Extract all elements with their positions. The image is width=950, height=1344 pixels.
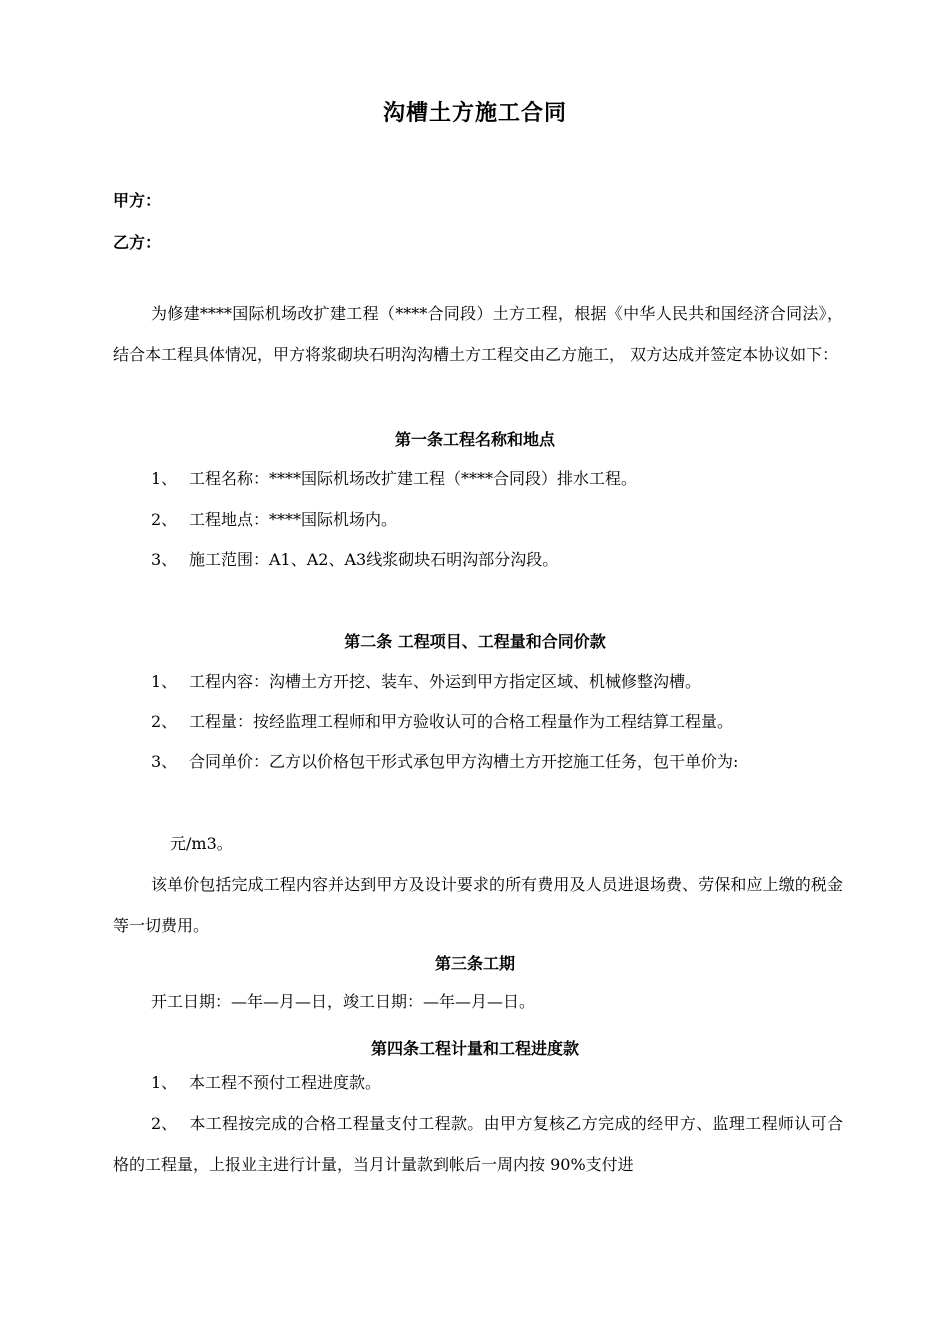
item-text: 工程地点：****国际机场内。 (189, 510, 398, 529)
article-2-item-wrapped (113, 741, 843, 782)
item-text: 合同单价：乙方以价格包干形式承包甲方沟槽土方开挖施工任务，包干单价为: (189, 752, 739, 771)
article-3-heading: 第三条工期 (434, 954, 515, 973)
article-2-item (151, 661, 843, 702)
article-1-item (151, 499, 843, 540)
article-4-item-wrapped (113, 1103, 843, 1185)
item-text: 施工范围：A1、A2、A3线浆砌块石明沟部分沟段。 (189, 550, 559, 569)
item-text: 工程量：按经监理工程师和甲方验收认可的合格工程量作为工程结算工程量。 (189, 712, 734, 731)
item-text: 本工程不预付工程进度款。 (189, 1073, 382, 1092)
party-b-label: 乙方： (113, 233, 162, 252)
item-text: 工程内容：沟槽土方开挖、装车、外运到甲方指定区域、机械修整沟槽。 (189, 672, 702, 691)
article-1-item (151, 458, 843, 499)
item-text: 工程名称：****国际机场改扩建工程（****合同段）排水工程。 (189, 469, 638, 488)
document-title: 沟槽土方施工合同 (382, 101, 567, 126)
article-1-item (151, 539, 843, 580)
article-1-heading: 第一条工程名称和地点 (394, 430, 555, 449)
article-4-item (151, 1062, 843, 1103)
intro-paragraph: 为修建****国际机场改扩建工程（****合同段）土方工程，根据《中华人民共和国经济合同法》，结合本工程具体情况，甲方将浆砌块石明沟沟槽土方工程交由乙方施工， 双方达成并签定本协议如下： (113, 304, 843, 364)
item-number: 1、 (151, 672, 178, 691)
item-number: 3、 (151, 752, 178, 771)
item-number: 1、 (151, 1073, 178, 1092)
item-text: 本工程按完成的合格工程量支付工程款。由甲方复核乙方完成的经甲方、监理工程师认可合格的工程量，上报业主进行计量，当月计量款到帐后一周内按 90%支付进 (113, 1114, 843, 1174)
article-2-item (151, 701, 843, 742)
article-2-heading: 第二条 工程项目、工程量和合同价款 (344, 632, 606, 651)
construction-dates: 开工日期：—年—月—日，竣工日期：—年—月—日。 (151, 992, 536, 1011)
item-number: 2、 (151, 510, 178, 529)
article-4-heading: 第四条工程计量和工程进度款 (370, 1039, 579, 1058)
item-number: 3、 (151, 550, 178, 569)
price-note-paragraph: 该单价包括完成工程内容并达到甲方及设计要求的所有费用及人员进退场费、劳保和应上缴的税金等一切费用。 (113, 875, 843, 935)
item-number: 1、 (151, 469, 178, 488)
item-number: 2、 (151, 712, 178, 731)
party-a-label: 甲方： (113, 191, 162, 210)
item-number: 2、 (151, 1114, 178, 1133)
unit-price-line: 元/m3。 (170, 834, 233, 853)
